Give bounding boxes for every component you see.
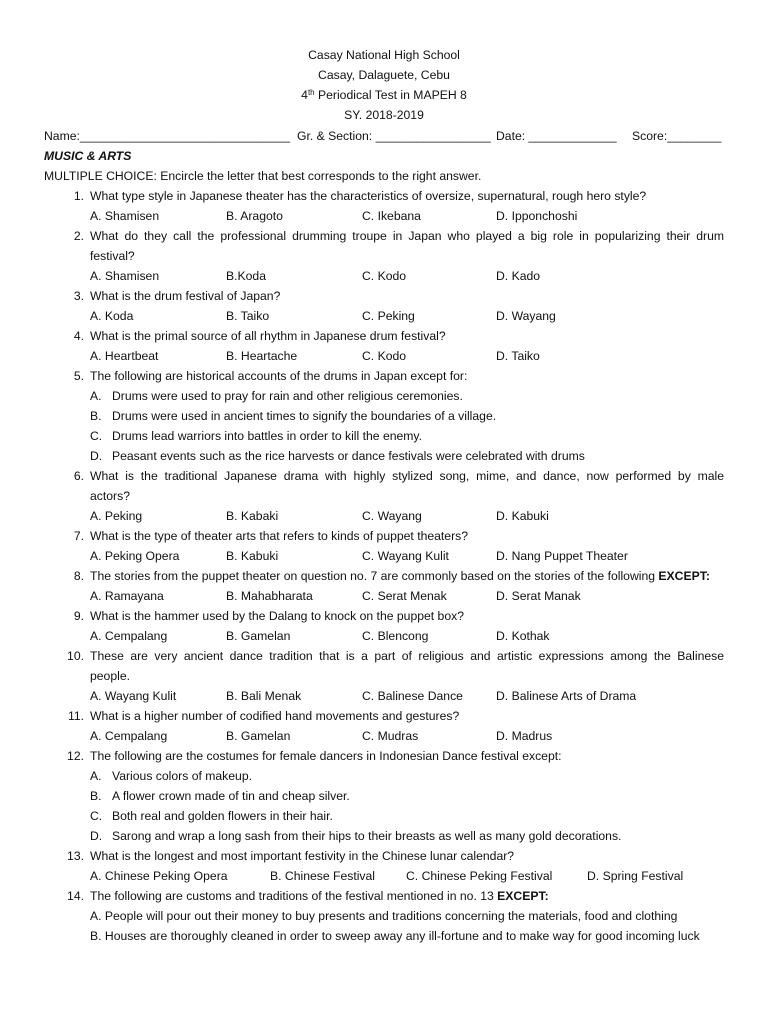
question-number: 9. bbox=[73, 609, 84, 623]
test-header bbox=[0, 45, 768, 125]
question-number: 2. bbox=[73, 229, 84, 243]
question-line bbox=[0, 526, 768, 546]
answer-choice[interactable]: C. Chinese Peking Festival bbox=[406, 869, 553, 883]
question-line bbox=[0, 846, 768, 866]
choice-text: Both real and golden flowers in their hair. bbox=[112, 809, 333, 823]
answer-choice[interactable]: B. Gamelan bbox=[226, 729, 291, 743]
date-field[interactable]: Date: _____________ bbox=[496, 129, 617, 143]
answer-choice[interactable]: C. Kodo bbox=[362, 269, 407, 283]
grade-section-field[interactable]: Gr. & Section: _________________ bbox=[297, 129, 491, 143]
question-line bbox=[0, 326, 768, 346]
answer-choice[interactable]: D. Kabuki bbox=[496, 509, 549, 523]
school-address: Casay, Dalaguete, Cebu bbox=[318, 68, 450, 82]
answer-choice[interactable]: C. Mudras bbox=[362, 729, 419, 743]
question bbox=[0, 606, 768, 646]
question-line bbox=[0, 706, 768, 726]
question-number: 7. bbox=[73, 529, 84, 543]
question-line bbox=[0, 246, 768, 266]
answer-choice[interactable]: D. Kado bbox=[496, 269, 541, 283]
answer-choice[interactable]: B. Chinese Festival bbox=[270, 869, 375, 883]
choice-row bbox=[0, 626, 768, 646]
student-info-line bbox=[44, 126, 734, 146]
choice-text: Various colors of makeup. bbox=[112, 769, 252, 783]
answer-choice[interactable]: B. Gamelan bbox=[226, 629, 291, 643]
answer-choice[interactable] bbox=[0, 926, 768, 946]
question-text: What is the hammer used by the Dalang to knock on the puppet box? bbox=[90, 609, 464, 623]
answer-choice[interactable]: B.Koda bbox=[226, 269, 266, 283]
choice-row bbox=[0, 306, 768, 326]
answer-choice[interactable]: D. Madrus bbox=[496, 729, 553, 743]
answer-choice[interactable]: A. Heartbeat bbox=[90, 349, 159, 363]
question-number: 3. bbox=[73, 289, 84, 303]
question-number: 14. bbox=[67, 889, 84, 903]
answer-choice[interactable]: D. Ipponchoshi bbox=[496, 209, 578, 223]
answer-choice[interactable]: D. Nang Puppet Theater bbox=[496, 549, 628, 563]
choice-text: Drums were used to pray for rain and other religious ceremonies. bbox=[112, 389, 463, 403]
question-line bbox=[0, 746, 768, 766]
question bbox=[0, 746, 768, 846]
question-line bbox=[0, 666, 768, 686]
answer-choice[interactable] bbox=[0, 766, 768, 786]
choice-row bbox=[0, 686, 768, 706]
choice-text: A. People will pour out their money to buy presents and traditions concerning the materials, food and clothing bbox=[90, 909, 678, 923]
question bbox=[0, 706, 768, 746]
question-line bbox=[0, 886, 768, 906]
question-number: 6. bbox=[73, 469, 84, 483]
answer-choice[interactable]: B. Aragoto bbox=[226, 209, 283, 223]
answer-choice[interactable]: A. Cempalang bbox=[90, 629, 168, 643]
name-field[interactable]: Name:_______________________________ bbox=[44, 129, 291, 143]
question-number: 10. bbox=[67, 649, 84, 663]
answer-choice[interactable] bbox=[0, 806, 768, 826]
answer-choice[interactable] bbox=[0, 906, 768, 926]
section-title: MUSIC & ARTS bbox=[44, 149, 132, 163]
question bbox=[0, 566, 768, 606]
answer-choice[interactable]: C. Kodo bbox=[362, 349, 407, 363]
question bbox=[0, 466, 768, 526]
answer-choice[interactable] bbox=[0, 406, 768, 426]
question bbox=[0, 286, 768, 326]
choice-row bbox=[0, 586, 768, 606]
choice-row bbox=[0, 206, 768, 226]
choice-row bbox=[0, 866, 768, 886]
question-text: festival? bbox=[90, 249, 135, 263]
choice-row bbox=[0, 266, 768, 286]
choice-text: Sarong and wrap a long sash from their hips to their breasts as well as many gold decorations. bbox=[112, 829, 622, 843]
score-field[interactable]: Score:________ bbox=[632, 129, 722, 143]
choice-letter: C. bbox=[90, 809, 103, 823]
answer-choice[interactable]: A. Shamisen bbox=[90, 269, 160, 283]
choice-letter: D. bbox=[90, 449, 103, 463]
choice-letter: A. bbox=[90, 769, 102, 783]
answer-choice[interactable]: A. Shamisen bbox=[90, 209, 160, 223]
choice-row bbox=[0, 546, 768, 566]
question-line bbox=[0, 466, 768, 486]
choice-text: Drums were used in ancient times to signify the boundaries of a village. bbox=[112, 409, 497, 423]
test-title-rest: Periodical Test in MAPEH 8 bbox=[314, 88, 467, 102]
answer-choice[interactable]: A. Chinese Peking Opera bbox=[90, 869, 228, 883]
question-line bbox=[0, 566, 768, 586]
question-number: 1. bbox=[73, 189, 84, 203]
test-ordinal: 4 bbox=[301, 88, 308, 102]
answer-choice[interactable]: C. Balinese Dance bbox=[362, 689, 463, 703]
question bbox=[0, 526, 768, 566]
answer-choice[interactable]: B. Mahabharata bbox=[226, 589, 313, 603]
question-line bbox=[0, 226, 768, 246]
answer-choice[interactable] bbox=[0, 426, 768, 446]
choice-letter: A. bbox=[90, 389, 102, 403]
question-text: What is the primal source of all rhythm in Japanese drum festival? bbox=[90, 329, 446, 343]
question-text: The following are historical accounts of the drums in Japan except for: bbox=[90, 369, 468, 383]
answer-choice[interactable]: C. Wayang Kulit bbox=[362, 549, 449, 563]
question-text: These are very ancient dance tradition that is a part of religious and artistic expressions among the Balinese bbox=[90, 649, 724, 663]
question-number: 13. bbox=[67, 849, 84, 863]
choice-letter: C. bbox=[90, 429, 103, 443]
question-line bbox=[0, 366, 768, 386]
question bbox=[0, 326, 768, 366]
choice-letter: B. bbox=[90, 789, 102, 803]
answer-choice[interactable]: B. Taiko bbox=[226, 309, 270, 323]
answer-choice[interactable]: D. Taiko bbox=[496, 349, 540, 363]
question-line bbox=[0, 286, 768, 306]
answer-choice[interactable]: D. Serat Manak bbox=[496, 589, 581, 603]
answer-choice[interactable]: C. Blencong bbox=[362, 629, 429, 643]
test-ordinal-suffix: th bbox=[307, 88, 315, 97]
question-emphasis: EXCEPT: bbox=[493, 889, 549, 903]
instructions: MULTIPLE CHOICE: Encircle the letter that best corresponds to the right answer. bbox=[44, 169, 482, 183]
choice-letter: D. bbox=[90, 829, 103, 843]
answer-choice[interactable]: A. Wayang Kulit bbox=[90, 689, 177, 703]
answer-choice[interactable]: B. Kabuki bbox=[226, 549, 279, 563]
choice-row bbox=[0, 346, 768, 366]
question-text: What is the drum festival of Japan? bbox=[90, 289, 281, 303]
question-line bbox=[0, 186, 768, 206]
question bbox=[0, 646, 768, 706]
answer-choice[interactable] bbox=[0, 786, 768, 806]
choice-row bbox=[0, 506, 768, 526]
answer-choice[interactable]: D. Spring Festival bbox=[587, 869, 684, 883]
question bbox=[0, 186, 768, 226]
answer-choice[interactable]: D. Balinese Arts of Drama bbox=[496, 689, 637, 703]
question bbox=[0, 846, 768, 886]
choice-letter: B. bbox=[90, 409, 102, 423]
question-text: The following are the costumes for female dancers in Indonesian Dance festival except: bbox=[90, 749, 562, 763]
school-name: Casay National High School bbox=[308, 48, 460, 62]
question-text: What is the longest and most important festivity in the Chinese lunar calendar? bbox=[90, 849, 515, 863]
answer-choice[interactable]: D. Kothak bbox=[496, 629, 550, 643]
question bbox=[0, 366, 768, 466]
question bbox=[0, 886, 768, 946]
question-line bbox=[0, 606, 768, 626]
answer-choice[interactable]: D. Wayang bbox=[496, 309, 556, 323]
choice-text: Peasant events such as the rice harvests or dance festivals were celebrated with drums bbox=[112, 449, 585, 463]
question-line bbox=[0, 646, 768, 666]
choice-text: Drums lead warriors into battles in order to kill the enemy. bbox=[112, 429, 423, 443]
answer-choice[interactable]: C. Wayang bbox=[362, 509, 422, 523]
question-text: What is a higher number of codified hand movements and gestures? bbox=[90, 709, 460, 723]
question-line bbox=[0, 486, 768, 506]
answer-choice[interactable]: A. Peking Opera bbox=[90, 549, 180, 563]
question-text: actors? bbox=[90, 489, 130, 503]
choice-text: A flower crown made of tin and cheap silver. bbox=[112, 789, 350, 803]
answer-choice[interactable]: A. Koda bbox=[90, 309, 134, 323]
question-number: 11. bbox=[67, 709, 84, 723]
question-text: The following are customs and traditions of the festival mentioned in no. 13 EXCEPT: bbox=[90, 889, 549, 903]
choice-text: B. Houses are thoroughly cleaned in order to sweep away any ill-fortune and to make way for good incoming luck bbox=[90, 929, 700, 943]
school-year: SY. 2018-2019 bbox=[344, 108, 424, 122]
test-title bbox=[0, 85, 768, 105]
question-number: 4. bbox=[73, 329, 84, 343]
answer-choice[interactable]: C. Peking bbox=[362, 309, 415, 323]
answer-choice[interactable] bbox=[0, 386, 768, 406]
question-number: 8. bbox=[73, 569, 84, 583]
question-text: What is the type of theater arts that refers to kinds of puppet theaters? bbox=[90, 529, 469, 543]
answer-choice[interactable]: A. Ramayana bbox=[90, 589, 164, 603]
question-text: people. bbox=[90, 669, 130, 683]
question-text: The stories from the puppet theater on question no. 7 are commonly based on the stories of the following EXCEPT: bbox=[90, 569, 710, 583]
question bbox=[0, 226, 768, 286]
question-text: What do they call the professional drumming troupe in Japan who played a big role in popularizing their drum bbox=[90, 229, 724, 243]
answer-choice[interactable] bbox=[0, 826, 768, 846]
answer-choice[interactable]: B. Heartache bbox=[226, 349, 298, 363]
question-text: What is the traditional Japanese drama with highly stylized song, mime, and dance, now performed by male bbox=[90, 469, 724, 483]
choice-row bbox=[0, 726, 768, 746]
question-emphasis: EXCEPT: bbox=[655, 569, 710, 583]
answer-choice[interactable]: B. Kabaki bbox=[226, 509, 279, 523]
answer-choice[interactable]: C. Serat Menak bbox=[362, 589, 447, 603]
answer-choice[interactable]: A. Cempalang bbox=[90, 729, 168, 743]
answer-choice[interactable]: A. Peking bbox=[90, 509, 143, 523]
question-text: What type style in Japanese theater has the characteristics of oversize, supernatural, rough hero style? bbox=[90, 189, 647, 203]
question-number: 12. bbox=[67, 749, 84, 763]
answer-choice[interactable]: B. Bali Menak bbox=[226, 689, 302, 703]
answer-choice[interactable] bbox=[0, 446, 768, 466]
answer-choice[interactable]: C. Ikebana bbox=[362, 209, 421, 223]
question-number: 5. bbox=[73, 369, 84, 383]
